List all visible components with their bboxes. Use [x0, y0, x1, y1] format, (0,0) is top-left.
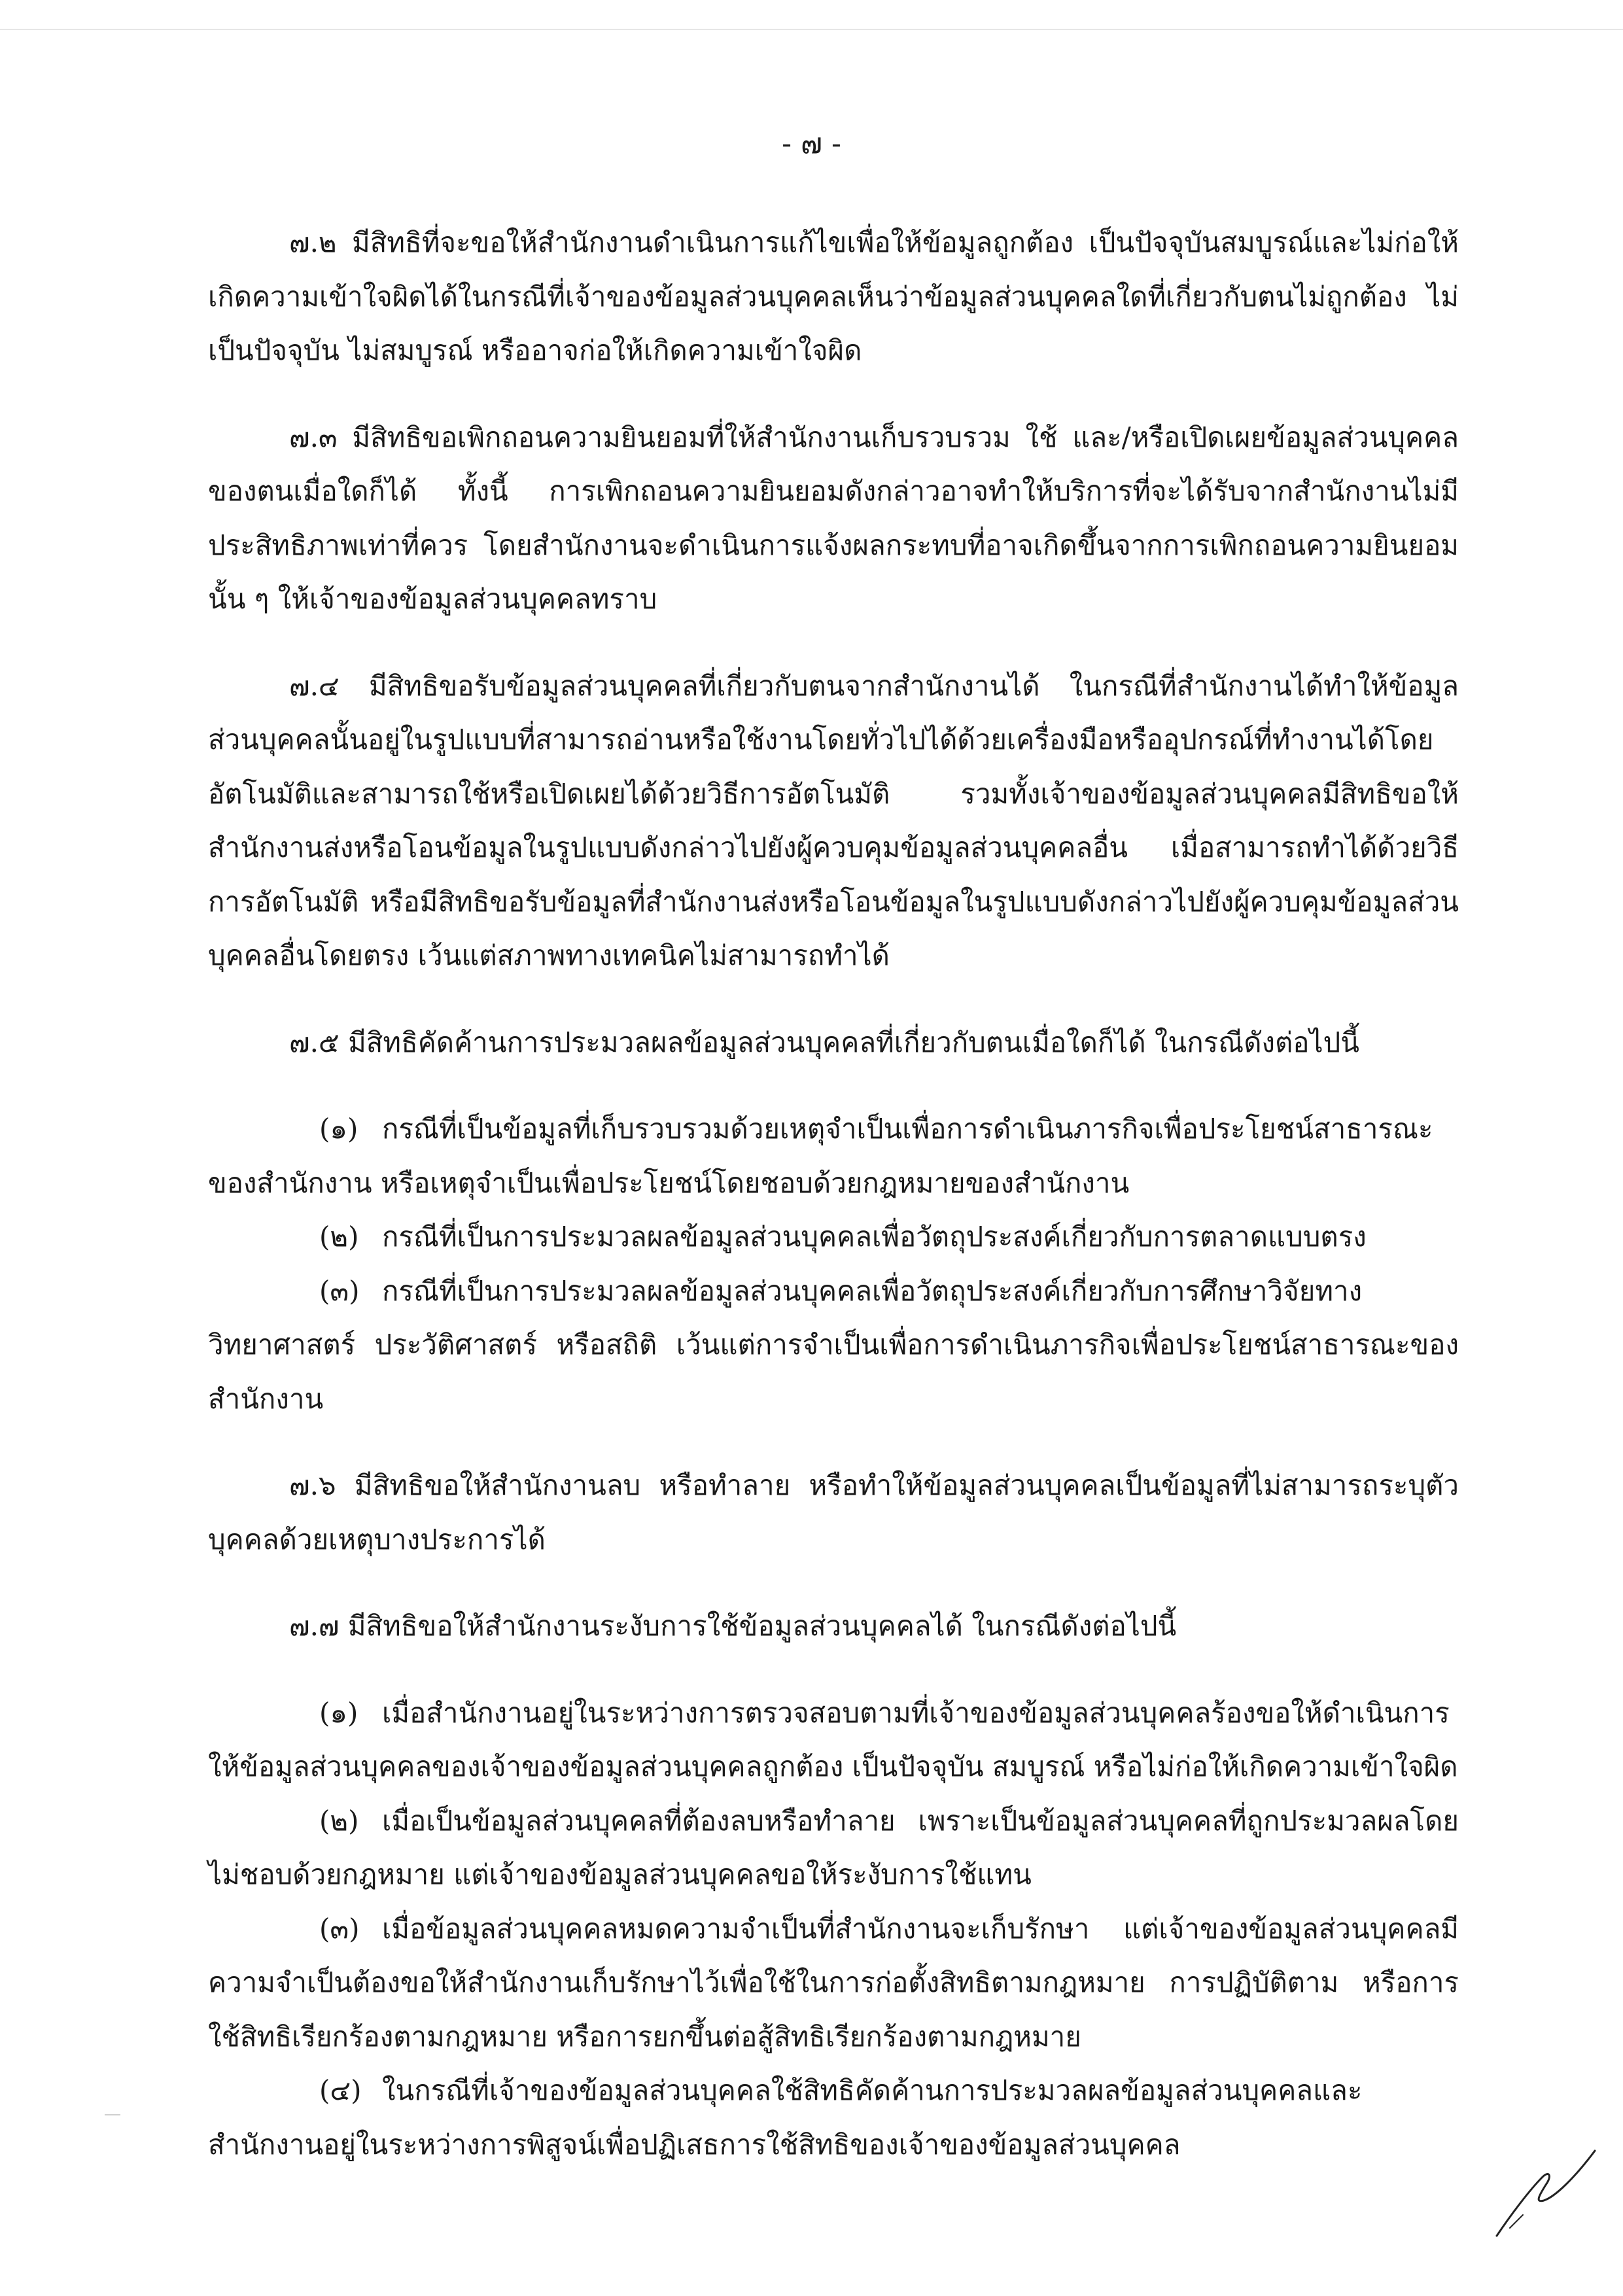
- list-7-7: [208, 1686, 1459, 2172]
- list-item-text: เมื่อเป็นข้อมูลส่วนบุคคลที่ต้องลบหรือทำลาย เพราะเป็นข้อมูลส่วนบุคคลที่ถูกประมวลผลโดยไม่ชอบด้วยกฎหมาย แต่เจ้าของข้อมูลส่วนบุคคลขอให้ระงับการใช้แทน: [208, 1804, 1459, 1890]
- document-body: [208, 216, 1459, 2172]
- list-item: [208, 1102, 1459, 1210]
- list-item-number: (๓): [319, 1274, 360, 1307]
- list-item: [208, 1794, 1459, 1902]
- list-item-text: ในกรณีที่เจ้าของข้อมูลส่วนบุคคลใช้สิทธิคัดค้านการประมวลผลข้อมูลส่วนบุคคลและสำนักงานอยู่ในระหว่างการพิสูจน์เพื่อปฏิเสธการใช้สิทธิของเจ้าของข้อมูลส่วนบุคคล: [208, 2074, 1363, 2161]
- scan-edge-line: [0, 29, 1623, 30]
- list-item-number: (๑): [319, 1113, 358, 1145]
- paragraph-7-4: ๗.๔ มีสิทธิขอรับข้อมูลส่วนบุคคลที่เกี่ยวกับตนจากสำนักงานได้ ในกรณีที่สำนักงานได้ทำให้ข้อมูลส่วนบุคคลนั้นอยู่ในรูปแบบที่สามารถอ่านหรือใช้งานโดยทั่วไปได้ด้วยเครื่องมือหรืออุปกรณ์ที่ทำงานได้โดยอัตโนมัติและสามารถใช้หรือเปิดเผยได้ด้วยวิธีการอัตโนมัติ รวมทั้งเจ้าของข้อมูลส่วนบุคคลมีสิทธิขอให้สำนักงานส่งหรือโอนข้อมูลในรูปแบบดังกล่าวไปยังผู้ควบคุมข้อมูลส่วนบุคคลอื่น เมื่อสามารถทำได้ด้วยวิธีการอัตโนมัติ หรือมีสิทธิขอรับข้อมูลที่สำนักงานส่งหรือโอนข้อมูลในรูปแบบดังกล่าวไปยังผู้ควบคุมข้อมูลส่วนบุคคลอื่นโดยตรง เว้นแต่สภาพทางเทคนิคไม่สามารถทำได้: [208, 669, 1459, 971]
- list-item-number: (๔): [319, 2074, 362, 2106]
- list-item-number: (๑): [319, 1696, 358, 1729]
- list-item-text: เมื่อข้อมูลส่วนบุคคลหมดความจำเป็นที่สำนักงานจะเก็บรักษา แต่เจ้าของข้อมูลส่วนบุคคลมีความจำเป็นต้องขอให้สำนักงานเก็บรักษาไว้เพื่อใช้ในการก่อตั้งสิทธิตามกฎหมาย การปฏิบัติตาม หรือการใช้สิทธิเรียกร้องตามกฎหมาย หรือการยกขึ้นต่อสู้สิทธิเรียกร้องตามกฎหมาย: [208, 1912, 1459, 2053]
- list-item-text: เมื่อสำนักงานอยู่ในระหว่างการตรวจสอบตามที่เจ้าของข้อมูลส่วนบุคคลร้องขอให้ดำเนินการให้ข้อมูลส่วนบุคคลของเจ้าของข้อมูลส่วนบุคคลถูกต้อง เป็นปัจจุบัน สมบูรณ์ หรือไม่ก่อให้เกิดความเข้าใจผิด: [208, 1696, 1458, 1783]
- list-item: [208, 1686, 1459, 1794]
- paragraph-7-2: ๗.๒ มีสิทธิที่จะขอให้สำนักงานดำเนินการแก้ไขเพื่อให้ข้อมูลถูกต้อง เป็นปัจจุบันสมบูรณ์และไม่ก่อให้เกิดความเข้าใจผิดได้ในกรณีที่เจ้าของข้อมูลส่วนบุคคลเห็นว่าข้อมูลส่วนบุคคลใดที่เกี่ยวกับตนไม่ถูกต้อง ไม่เป็นปัจจุบัน ไม่สมบูรณ์ หรืออาจก่อให้เกิดความเข้าใจผิด: [208, 226, 1459, 366]
- list-item-number: (๒): [319, 1221, 359, 1253]
- list-item: [208, 2064, 1459, 2172]
- list-item: [208, 1264, 1459, 1427]
- list-item-number: (๓): [319, 1912, 360, 1945]
- handwritten-signature-icon: [1484, 2138, 1601, 2242]
- list-item-text: กรณีที่เป็นการประมวลผลข้อมูลส่วนบุคคลเพื่อวัตถุประสงค์เกี่ยวกับการตลาดแบบตรง: [382, 1221, 1367, 1253]
- page-number: - ๗ -: [782, 127, 841, 160]
- list-7-5: [208, 1102, 1459, 1426]
- paragraph-7-5: ๗.๕ มีสิทธิคัดค้านการประมวลผลข้อมูลส่วนบุคคลที่เกี่ยวกับตนเมื่อใดก็ได้ ในกรณีดังต่อไปนี้: [289, 1026, 1359, 1058]
- paragraph-7-3: ๗.๓ มีสิทธิขอเพิกถอนความยินยอมที่ให้สำนักงานเก็บรวบรวม ใช้ และ/หรือเปิดเผยข้อมูลส่วนบุคคลของตนเมื่อใดก็ได้ ทั้งนี้ การเพิกถอนความยินยอมดังกล่าวอาจทำให้บริการที่จะได้รับจากสำนักงานไม่มีประสิทธิภาพเท่าที่ควร โดยสำนักงานจะดำเนินการแจ้งผลกระทบที่อาจเกิดขึ้นจากการเพิกถอนความยินยอมนั้น ๆ ให้เจ้าของข้อมูลส่วนบุคคลทราบ: [208, 421, 1459, 615]
- list-item: [208, 1902, 1459, 2064]
- list-item-text: กรณีที่เป็นการประมวลผลข้อมูลส่วนบุคคลเพื่อวัตถุประสงค์เกี่ยวกับการศึกษาวิจัยทางวิทยาศาสตร์ ประวัติศาสตร์ หรือสถิติ เว้นแต่การจำเป็นเพื่อการดำเนินภารกิจเพื่อประโยชน์สาธารณะของสำนักงาน: [208, 1274, 1459, 1415]
- list-item-text: กรณีที่เป็นข้อมูลที่เก็บรวบรวมด้วยเหตุจำเป็นเพื่อการดำเนินภารกิจเพื่อประโยชน์สาธารณะของสำนักงาน หรือเหตุจำเป็นเพื่อประโยชน์โดยชอบด้วยกฎหมายของสำนักงาน: [208, 1113, 1433, 1199]
- paragraph-7-6: ๗.๖ มีสิทธิขอให้สำนักงานลบ หรือทำลาย หรือทำให้ข้อมูลส่วนบุคคลเป็นข้อมูลที่ไม่สามารถระบุตัวบุคคลด้วยเหตุบางประการได้: [208, 1469, 1459, 1556]
- paragraph-7-7: ๗.๗ มีสิทธิขอให้สำนักงานระงับการใช้ข้อมูลส่วนบุคคลได้ ในกรณีดังต่อไปนี้: [289, 1610, 1177, 1642]
- margin-mark: [105, 2114, 120, 2115]
- list-item: [208, 1210, 1459, 1264]
- list-item-number: (๒): [319, 1804, 359, 1837]
